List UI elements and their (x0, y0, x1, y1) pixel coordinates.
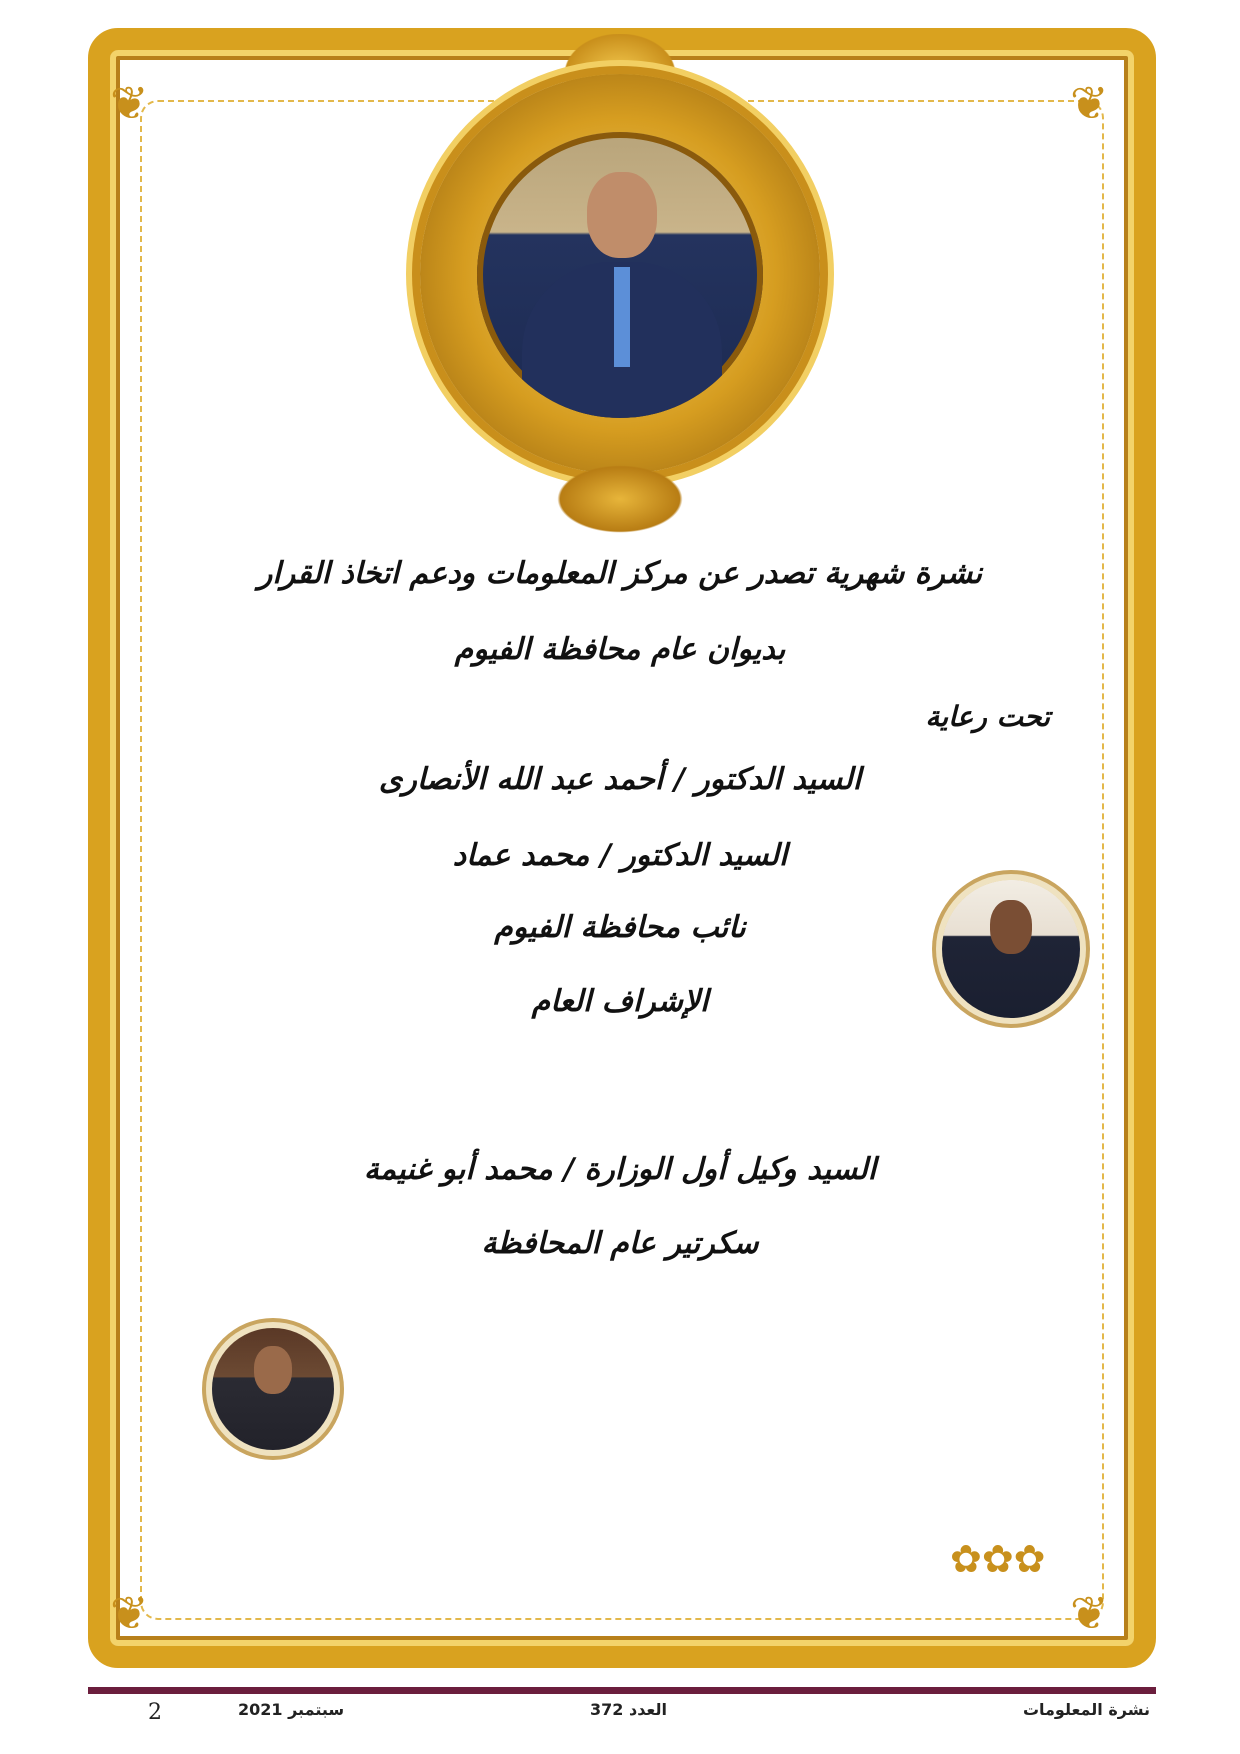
secretary-general-title: سكرتير عام المحافظة (481, 1226, 759, 1261)
patronage-label: تحت رعاية (925, 700, 1050, 733)
medallion-base (555, 464, 685, 534)
deputy-governor-photo (942, 880, 1080, 1018)
flourish-top-right-icon: ❦ (1070, 76, 1109, 130)
general-supervision-label: الإشراف العام (531, 984, 709, 1019)
floral-ornament-icon: ✿✿✿ (950, 1537, 1046, 1581)
governor-name: السيد الدكتور / أحمد عبد الله الأنصارى (378, 762, 862, 797)
issue-date: سبتمبر 2021 (238, 1700, 345, 1719)
flourish-bottom-left-icon: ❦ (110, 1586, 149, 1640)
governor-portrait-medallion (405, 34, 835, 534)
secretary-general-photo (212, 1328, 334, 1450)
publication-department: بديوان عام محافظة الفيوم (454, 632, 786, 667)
governor-photo (477, 132, 763, 418)
page-number: 2 (148, 1700, 162, 1725)
publication-title: نشرة المعلومات (1022, 1700, 1150, 1719)
deputy-governor-name: السيد الدكتور / محمد عماد (452, 838, 788, 873)
flourish-top-left-icon: ❦ (110, 76, 149, 130)
secretary-general-name: السيد وكيل أول الوزارة / محمد أبو غنيمة (363, 1152, 877, 1187)
issue-number: العدد 372 (590, 1700, 667, 1719)
flourish-bottom-right-icon: ❦ (1070, 1586, 1109, 1640)
deputy-governor-title: نائب محافظة الفيوم (494, 910, 746, 945)
publication-description: نشرة شهرية تصدر عن مركز المعلومات ودعم اتخاذ القرار (257, 556, 983, 591)
footer-rule (88, 1687, 1156, 1694)
